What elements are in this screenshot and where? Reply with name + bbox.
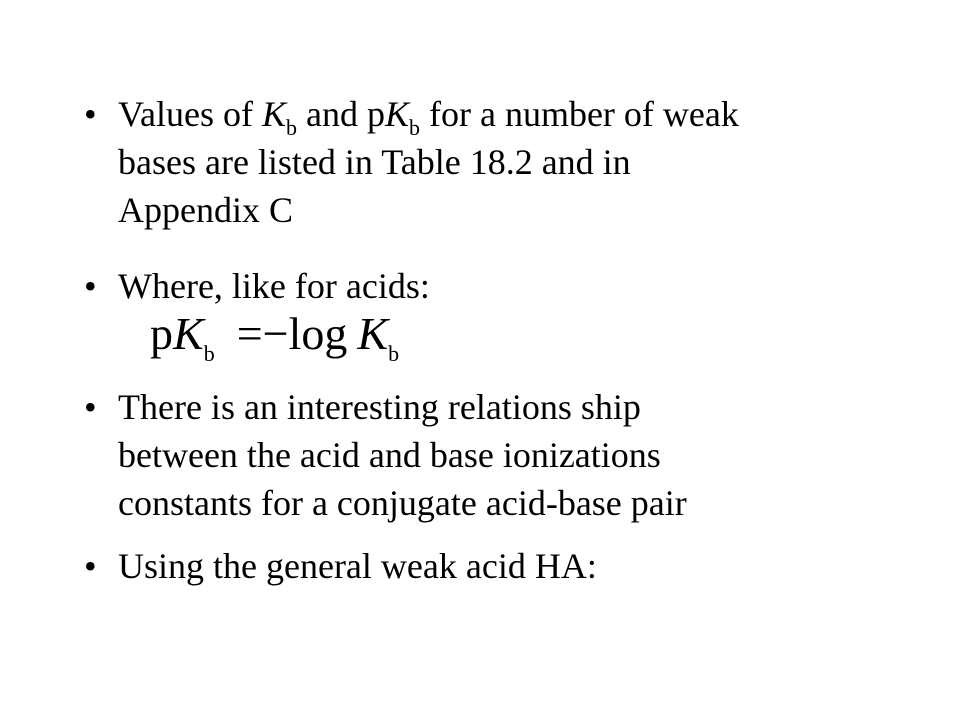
bullet-line: Appendix C <box>118 190 293 230</box>
text-fragment: for a number of weak <box>419 94 739 134</box>
kb-subscript: b <box>285 115 297 140</box>
bullet-text <box>118 383 878 527</box>
kb-symbol: K <box>384 94 409 134</box>
text-fragment: and p <box>296 94 385 134</box>
text-fragment: Values of <box>118 94 262 134</box>
bullet-line: bases are listed in Table 18.2 and in <box>118 142 631 182</box>
bullet-line: There is an interesting relations ship <box>118 387 641 427</box>
kb-symbol: K <box>261 94 286 134</box>
bullet-text: Using the general weak acid HA: <box>118 546 597 586</box>
kb-subscript: b <box>408 115 420 140</box>
bullet-text: Where, like for acids: <box>118 266 430 306</box>
bullet-marker: • <box>84 266 97 306</box>
bullet-marker: • <box>84 387 97 427</box>
bullet-line: between the acid and base ionizations <box>118 435 661 475</box>
formula-rhs-prefix: −log <box>262 308 348 359</box>
formula-lhs-prefix: p <box>150 308 173 359</box>
formula-rhs-symbol: K <box>357 308 389 359</box>
bullet-line: constants for a conjugate acid-base pair <box>118 483 687 523</box>
formula-lhs-symbol: K <box>173 308 204 359</box>
formula-rhs-subscript: b <box>388 341 400 366</box>
bullet-marker: • <box>84 546 97 586</box>
formula-lhs-subscript: b <box>203 341 215 366</box>
formula-equals: = <box>236 308 263 359</box>
bullet-marker: • <box>84 94 97 134</box>
bullet-text <box>118 90 878 234</box>
bullet-line <box>118 90 878 138</box>
pkb-formula <box>150 306 400 366</box>
